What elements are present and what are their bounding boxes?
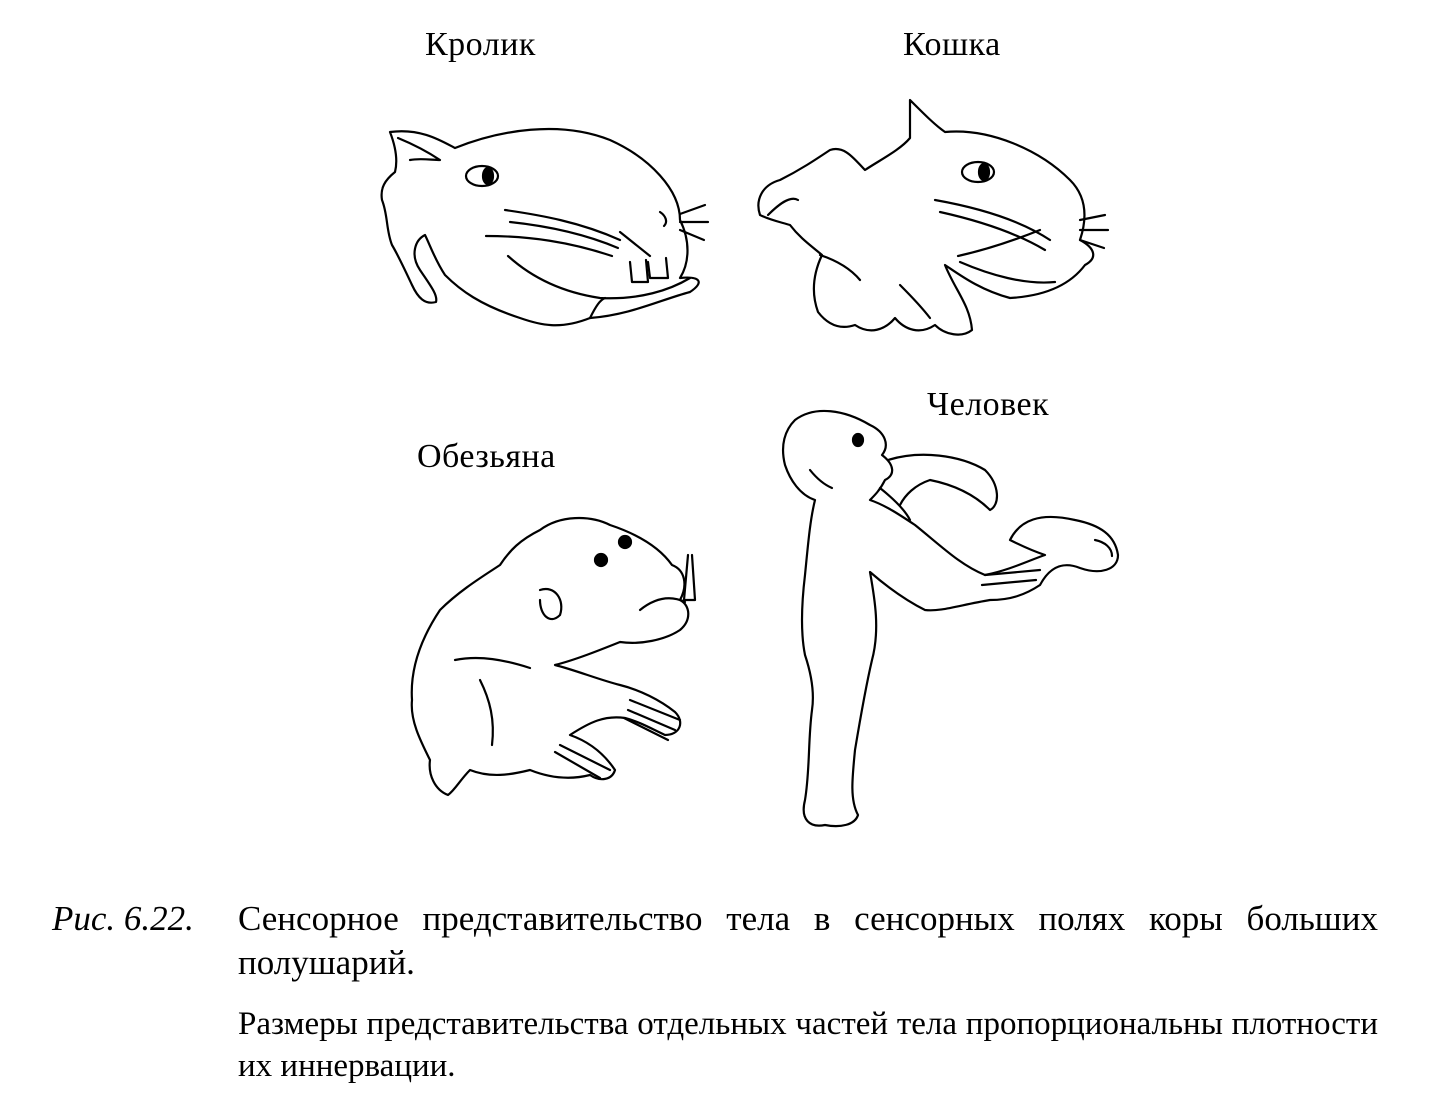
rabbit-label: Кролик [425,26,536,63]
caption-note: Размеры представительства отдельных частей тела пропорциональны плотности их иннервации. [238,1006,1378,1084]
cat-drawing [758,100,1108,335]
human-drawing [783,411,1118,826]
monkey-drawing [412,518,695,795]
rabbit-drawing [382,129,708,325]
figure-number: Рис. 6.22. [52,899,194,938]
monkey-label: Обезьяна [417,438,556,475]
caption-title: Сенсорное представительство тела в сенсорных полях коры больших полушарий. [238,899,1378,982]
human-label: Человек [927,386,1050,423]
cat-label: Кошка [903,26,1001,63]
